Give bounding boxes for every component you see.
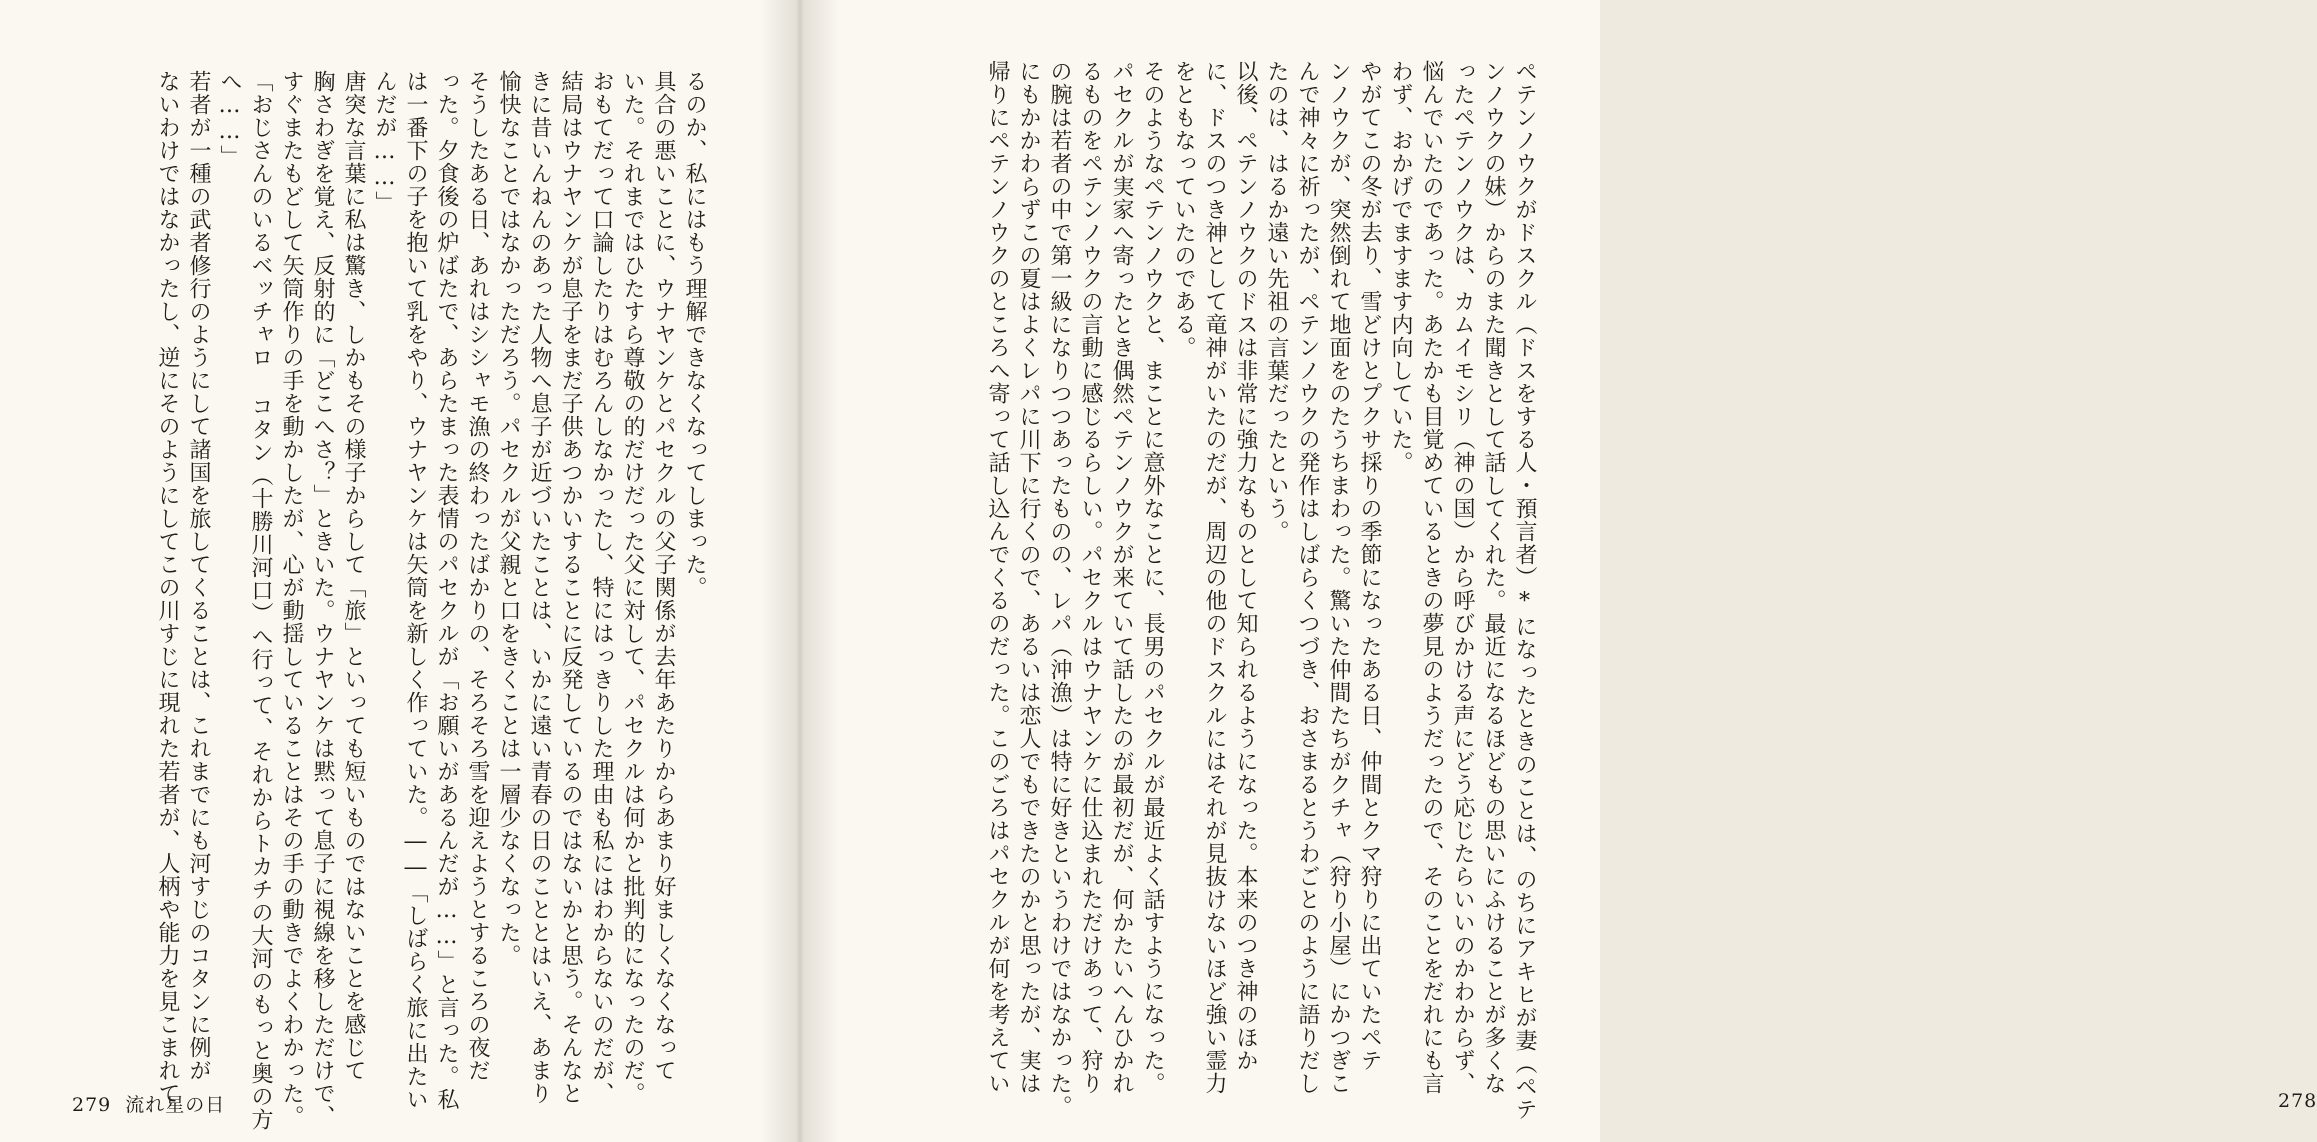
text-column: をともなっていたのである。: [1171, 60, 1196, 359]
text-column: 「おじさんのいるベッチャロ コタン（十勝川河口）へ行って、それからトカチの大河のもっと奥の方: [248, 70, 273, 1131]
text-column: った。夕食後の炉ばたで、あらたまった表情のパセクルが「お願いがあるんだが……」と言った。私: [434, 70, 459, 1111]
text-column: 帰りにペテンノウクのところへ寄って話し込んでくるのだった。このごろはパセクルが何を考えてい: [985, 60, 1010, 1095]
left-page: [0, 0, 800, 1142]
running-title: 流れ星の日: [125, 1094, 226, 1116]
text-column: すぐまたもどして矢筒作りの手を動かしたが、心が動揺していることはその手の動きでよくわかった。: [279, 70, 304, 1128]
left-page-footer: [72, 1090, 225, 1117]
book-gutter: [760, 0, 840, 1142]
text-column: 若者が一種の武者修行のようにして諸国を旅してくることは、これまでにも河すじのコタンに例が: [186, 70, 211, 1082]
text-column: 胸さわぎを覚え、反射的に「どこへさ？」ときいた。ウナヤンケは黙って息子に視線を移しただけで、: [310, 70, 335, 1128]
text-column: ったペテンノウクは、カムイモシリ（神の国）から呼びかける声にどう応じたらいいのかわからず、: [1450, 60, 1475, 1095]
text-column: るのか、私にはもう理解できなくなってしまった。: [682, 70, 707, 599]
text-column: 結局はウナヤンケが息子をまだ子供あつかいすることに反発しているのではないかと思う。そんなと: [558, 70, 583, 1105]
text-column: 以後、ペテンノウクのドスは非常に強力なものとして知られるようになった。本来のつき神のほか: [1233, 60, 1258, 1072]
text-column: にもかかわらずこの夏はよくレパに川下に行くので、あるいは恋人でもできたのかと思ったが、実は: [1016, 60, 1041, 1095]
text-column: んで神々に祈ったが、ペテンノウクの発作はしばらくつづき、おさまるとうわごとのように語りだし: [1295, 60, 1320, 1095]
right-page-text: [890, 60, 1540, 1121]
page-number: 279: [72, 1094, 112, 1116]
text-column: 悩んでいたのであった。あたかも目覚めているときの夢見のようだったので、そのことをだれにも言: [1419, 60, 1444, 1095]
page-number: 278: [2278, 1090, 2317, 1112]
right-page-footer: [2278, 1090, 2317, 1112]
text-column: ペテンノウクがドスクル（ドスをする人・預言者）*になったときのことは、のちにアキヒが妻（ペテ: [1512, 60, 1537, 1121]
text-column: ないわけではなかったし、逆にそのようにしてこの川すじに現れた若者が、人柄や能力を見こまれて: [155, 70, 180, 1105]
text-column: 具合の悪いことに、ウナヤンケとパセクルの父子関係が去年あたりからあまり好ましくなくなって: [651, 70, 676, 1082]
text-column: いた。それまではひたすら尊敬の的だけだった父に対して、パセクルは何かと批判的になったのだ。: [620, 70, 645, 1105]
text-column: るものをペテンノウクの言動に感じるらしい。パセクルはウナヤンケに仕込まれただけあって、狩り: [1078, 60, 1103, 1095]
text-column: たのは、はるか遠い先祖の言葉だったという。: [1264, 60, 1289, 543]
text-column: きに昔いんねんのあった人物へ息子が近づいたことは、いかに遠い青春の日のこととはいえ、あまり: [527, 70, 552, 1105]
text-column: ンノウクの妹）からのまた聞きとして話してくれた。最近になるほどもの思いにふけることが多くな: [1481, 60, 1506, 1095]
text-column: は一番下の子を抱いて乳をやり、ウナヤンケは矢筒を新しく作っていた。――「しばらく旅に出たい: [403, 70, 428, 1111]
text-column: 唐突な言葉に私は驚き、しかもその様子からして「旅」といっても短いものではないことを感じて: [341, 70, 366, 1082]
right-page: [800, 0, 2317, 1142]
text-column: そうしたある日、あれはシシャモ漁の終わったばかりの、そろそろ雪を迎えようとするころの夜だ: [465, 70, 490, 1082]
text-column: 愉快なことではなかっただろう。パセクルが父親と口をきくことは一層少なくなった。: [496, 70, 521, 967]
text-column: パセクルが実家へ寄ったとき偶然ペテンノウクが来ていて話したのが最初だが、何かたいへんひかれ: [1109, 60, 1134, 1095]
text-column: に、ドスのつき神として竜神がいたのだが、周辺の他のドスクルにはそれが見抜けないほど強い霊力: [1202, 60, 1227, 1095]
text-column: ンノウクが、突然倒れて地面をのたうちまわった。驚いた仲間たちがクチャ（狩り小屋）にかつぎこ: [1326, 60, 1351, 1095]
text-column: おもてだって口論したりはむろんしなかったし、特にはっきりした理由も私にはわからないのだが、: [589, 70, 614, 1105]
text-column: わず、おかげでますます内向していた。: [1388, 60, 1413, 474]
text-column: そのようなペテンノウクと、まことに意外なことに、長男のパセクルが最近よく話すようになった。: [1140, 60, 1165, 1095]
text-column: やがてこの冬が去り、雪どけとプクサ採りの季節になったある日、仲間とクマ狩りに出ていたペテ: [1357, 60, 1382, 1072]
text-column: の腕は若者の中で第一級になりつつあったものの、レパ（沖漁）は特に好きというわけではなかった。: [1047, 60, 1072, 1118]
text-column: んだが……」: [372, 70, 397, 214]
text-column: へ……」: [217, 70, 242, 168]
